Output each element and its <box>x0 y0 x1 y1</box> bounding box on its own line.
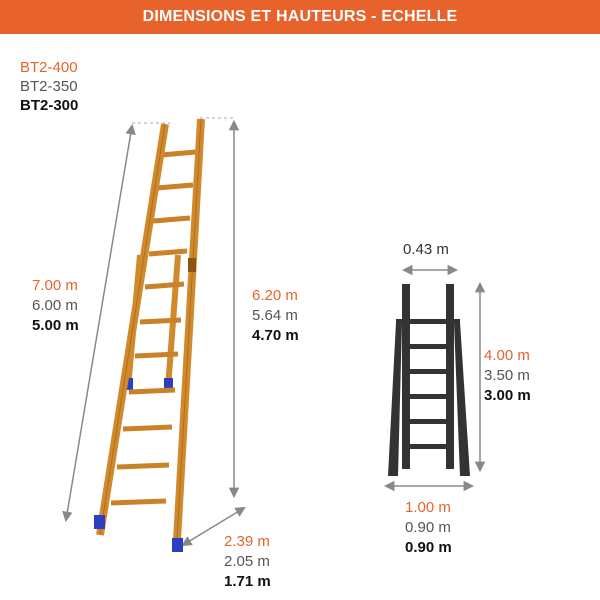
side-height-bt2-300: 3.00 m <box>484 387 531 404</box>
ladder-length-labels <box>32 276 79 336</box>
model-bt2-400: BT2-400 <box>20 59 78 76</box>
side-view-ladder <box>386 270 480 486</box>
hinge <box>188 258 196 272</box>
main-foot-left <box>94 515 105 529</box>
side-base-bt2-400: 1.00 m <box>405 499 451 516</box>
height-bt2-350: 5.64 m <box>252 307 298 324</box>
banner-title: DIMENSIONS ET HAUTEURS - ECHELLE <box>142 8 458 25</box>
side-base-labels <box>405 498 452 558</box>
model-bt2-300: BT2-300 <box>20 97 79 114</box>
side-width-label: 0.43 m <box>403 241 449 258</box>
height-bt2-300: 4.70 m <box>252 327 299 344</box>
side-base-bt2-300: 0.90 m <box>405 539 452 556</box>
base-bt2-400: 2.39 m <box>224 533 270 550</box>
side-height-bt2-400: 4.00 m <box>484 347 530 364</box>
side-height-bt2-350: 3.50 m <box>484 367 530 384</box>
ladder-height-labels <box>252 286 299 346</box>
base-bt2-300: 1.71 m <box>224 573 271 590</box>
length-bt2-350: 6.00 m <box>32 297 78 314</box>
side-height-labels <box>484 346 531 406</box>
length-bt2-300: 5.00 m <box>32 317 79 334</box>
main-foot-right <box>172 538 183 552</box>
side-base-bt2-350: 0.90 m <box>405 519 451 536</box>
height-bt2-400: 6.20 m <box>252 287 298 304</box>
length-bt2-400: 7.00 m <box>32 277 78 294</box>
model-bt2-350: BT2-350 <box>20 78 78 95</box>
ladder-base-labels <box>224 532 271 592</box>
base-bt2-350: 2.05 m <box>224 553 270 570</box>
